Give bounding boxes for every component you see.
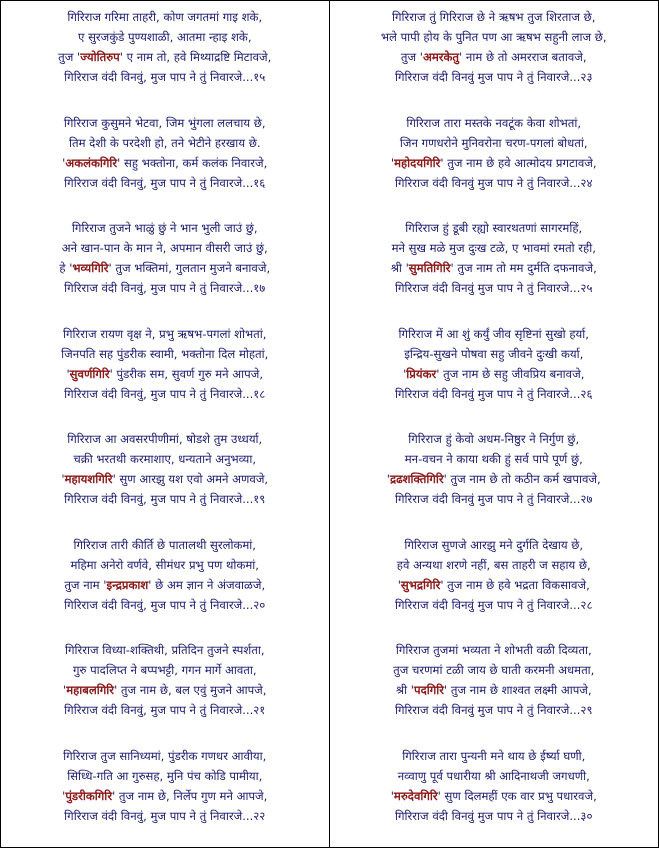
- verse-line: [330, 113, 659, 133]
- giriraj-name: महोदयगिरि: [394, 156, 440, 170]
- verse-text: गिरिराज वंदी विनवुं मुज पाप ने तुं निवारजे...२४: [395, 176, 592, 190]
- verse-line: [330, 535, 659, 555]
- stanza: [330, 113, 659, 219]
- verse-line: [1, 344, 329, 364]
- verse-line: [1, 258, 329, 278]
- verse-text: गिरिराज वंदी विनवुं मुज पाप ने तुं निवारजे...३०: [395, 809, 592, 823]
- verse-text: गिरिराज वंदी विनवुं, मुज पाप ने तुं निवारजे...१८: [64, 387, 265, 401]
- verse-text: हे ': [59, 261, 72, 275]
- verse-text: ' नाम छे तो अमरराज बतावजे,: [459, 50, 587, 64]
- verse-text: गिरिराज गरिमा ताहरी, कोण जगतमां गाइ शके,: [67, 10, 262, 24]
- verse-text: श्री ': [396, 683, 414, 697]
- verse-text: ' तुज नाम छे शाश्वत लक्ष्मी आपजे,: [444, 683, 592, 697]
- verse-line: [1, 680, 329, 700]
- giriraj-name: पुंडरीकगिरि: [65, 789, 112, 803]
- verse-text: गिरिराज वंदी विनवुं मुज पाप ने तुं निवारजे...२३: [395, 70, 592, 84]
- verse-text: ' तुज नाम छे, निर्लेप गुण मने आपजे,: [112, 789, 267, 803]
- verse-text: ' सुण आरझु यश एवो अमने अणवजे,: [113, 472, 269, 486]
- verse-line: [1, 429, 329, 449]
- verse-line: [330, 429, 659, 449]
- verse-line: [330, 700, 659, 720]
- stanza: [330, 429, 659, 535]
- verse-text: गिरिराज वंदी विनवुं, मुज पाप ने तुं निवारजे...१९: [64, 492, 265, 506]
- verse-text: इन्द्रिय-सुखने पोषवा सहु जीवने दुःखी कर्या,: [404, 347, 583, 361]
- stanza: [1, 535, 329, 641]
- verse-line: [330, 7, 659, 27]
- verse-line: [330, 806, 659, 826]
- verse-text: गिरिराज हुं डूबी रह्यो स्वारथतणां सागरमहिं,: [405, 221, 582, 235]
- verse-text: महिमा अनेरो वर्णवे, सीमंधर प्रभु पण थोकमां,: [71, 558, 259, 572]
- giriraj-name: इन्द्रप्रकाश: [106, 578, 148, 592]
- verse-text: मन-वचन ने काया थकी हुं सर्व पापे पूर्ण छुं,: [405, 452, 583, 466]
- giriraj-name: भव्यगिरि: [72, 261, 108, 275]
- stanza: [1, 218, 329, 324]
- verse-line: [1, 47, 329, 67]
- verse-line: [330, 27, 659, 47]
- stanza: [330, 535, 659, 641]
- verse-line: [1, 806, 329, 826]
- verse-text: श्री ': [391, 261, 409, 275]
- verse-line: [330, 344, 659, 364]
- verse-text: ' तुज नाम छे, बल एवुं मुजने आपजे,: [114, 683, 266, 697]
- verse-line: [1, 575, 329, 595]
- verse-line: [330, 238, 659, 258]
- verse-text: चक्री भरतथी करमाशाए, धन्यताने अनुभव्या,: [73, 452, 256, 466]
- verse-text: गिरिराज वंदी विनवुं, मुज पाप ने तुं निवारजे...१५: [64, 70, 265, 84]
- verse-text: जिन गणधरोने मुनिवरोना चरण-पगलां बोधतां,: [400, 136, 588, 150]
- verse-line: [330, 133, 659, 153]
- verse-text: ' तुज नाम छे हवे भद्रता विकसावजे,: [440, 578, 589, 592]
- giriraj-name: ज्योतिरुप: [80, 50, 120, 64]
- verse-text: ': [403, 367, 406, 381]
- verse-text: तुज ': [401, 50, 423, 64]
- verse-text: गिरिराज वंदी विनवुं, मुज पाप ने तुं निवारजे...२०: [64, 598, 265, 612]
- verse-line: [1, 133, 329, 153]
- verse-line: [1, 786, 329, 806]
- stanza: [330, 7, 659, 113]
- verse-line: [1, 7, 329, 27]
- verse-line: [330, 489, 659, 509]
- verse-line: [1, 700, 329, 720]
- verse-text: गिरिराज हुं केवो अधम-निष्ठुर ने निर्गुण छुं,: [408, 432, 579, 446]
- right-column: [330, 1, 659, 847]
- verse-line: [330, 173, 659, 193]
- verse-text: तिम देशी के परदेशी हो, तने भेटीने हरखाय छे.: [69, 136, 261, 150]
- left-column: [1, 1, 330, 847]
- verse-text: गिरिराज कुसुमने भेटवा, जिम भुंगला ललचाय छे,: [64, 116, 266, 130]
- verse-text: गिरिराज वंदी विनवुं, मुज पाप ने तुं निवारजे...१७: [64, 281, 265, 295]
- verse-text: गिरिराज वंदी विनवुं मुज पाप ने तुं निवारजे...२५: [395, 281, 592, 295]
- giriraj-name: सुमतिगिरि: [409, 261, 451, 275]
- verse-line: [330, 595, 659, 615]
- verse-text: ' तुज नाम छे तो कठीन कर्म खपावजे,: [444, 472, 601, 486]
- verse-line: [330, 47, 659, 67]
- verse-text: गिरिराज तारा मस्तके नवटूंक केवा शोभतां,: [406, 116, 581, 130]
- verse-text: गिरिराज वंदी विनवुं, मुज पाप ने तुं निवारजे...२२: [64, 809, 265, 823]
- verse-text: ': [387, 472, 390, 486]
- verse-line: [330, 640, 659, 660]
- verse-line: [330, 364, 659, 384]
- verse-text: ': [391, 156, 394, 170]
- verse-text: भले पापी होय के पुनित पण आ ऋषभ सहुनी लाज छे,: [381, 30, 607, 44]
- giriraj-name: महायशगिरि: [65, 472, 113, 486]
- verse-text: गिरिराज में आ शुं कर्युं जीव सृष्टिनां सुखो हर्या,: [399, 327, 589, 341]
- verse-line: [1, 449, 329, 469]
- verse-text: ': [62, 789, 65, 803]
- verse-text: गिरिराज रायण वृक्ष ने, प्रभु ऋषभ-पगलां शोभतां,: [63, 327, 266, 341]
- verse-text: सिध्धि-गति आ गुरुसह, मुनि पंच कोडि पामीया,: [67, 769, 262, 783]
- giriraj-name: महाबलगिरि: [66, 683, 114, 697]
- verse-line: [1, 640, 329, 660]
- verse-text: गिरिराज वंदी विनवुं मुज पाप ने तुं निवारजे...२७: [395, 492, 592, 506]
- verse-line: [1, 746, 329, 766]
- giriraj-name: प्रियंकर: [406, 367, 436, 381]
- verse-text: ' तुज भक्तिमां, गुलतान मुजने बनावजे,: [109, 261, 271, 275]
- stanza: [330, 324, 659, 430]
- verse-text: गिरिराज तुजने भाळुं छुं ने भान भुली जाउं छुं,: [72, 221, 258, 235]
- verse-text: ' पुंडरीक सम, सुवर्ण गुरु मने आपजे,: [110, 367, 263, 381]
- verse-text: गिरिराज तारा पुन्यनी मने थाय छे ईर्ष्या घणी,: [402, 749, 585, 763]
- stanza: [1, 429, 329, 535]
- verse-text: नव्वाणु पूर्व पधारीया श्री आदिनाथजी जगधणी,: [398, 769, 590, 783]
- stanza: [330, 746, 659, 851]
- giriraj-name: अकलंकगिरि: [65, 156, 117, 170]
- verse-text: मने सुख मळे मुज दुःख टळे, ए भावमां रमतो रही,: [392, 241, 596, 255]
- giriraj-name: मरुदेवगिरि: [394, 789, 438, 803]
- stanza: [330, 218, 659, 324]
- stanza: [330, 640, 659, 746]
- verse-text: गिरिराज वंदी विनवुं, मुज पाप ने तुं निवारजे...१६: [64, 176, 265, 190]
- stanza: [1, 746, 329, 851]
- giriraj-name: सुवर्णगिरि: [70, 367, 110, 381]
- verse-line: [1, 364, 329, 384]
- verse-text: गिरिराज वंदी विनवुं मुज पाप ने तुं निवारजे...२६: [395, 387, 592, 401]
- stanza: [1, 113, 329, 219]
- verse-text: गिरिराज सुणजे आरझु मने दुर्गति देखाय छे,: [404, 538, 583, 552]
- verse-text: गिरिराज वंदी विनवुं मुज पाप ने तुं निवारजे...२८: [395, 598, 592, 612]
- verse-line: [330, 786, 659, 806]
- giriraj-name: पदगिरि: [414, 683, 444, 697]
- verse-text: गिरिराज तुजमां भव्यता ने शोभती वळी दिव्यता,: [396, 643, 592, 657]
- verse-line: [1, 535, 329, 555]
- verse-text: ': [398, 578, 401, 592]
- verse-line: [330, 766, 659, 786]
- verse-line: [1, 489, 329, 509]
- verse-line: [1, 766, 329, 786]
- giriraj-name: द्रढशक्तिगिरि: [390, 472, 444, 486]
- verse-text: तुज नाम ': [64, 578, 106, 592]
- verse-line: [1, 153, 329, 173]
- verse-text: तुज चरणमां टळी जाय छे घाती करमनी अधमता,: [393, 663, 594, 677]
- verse-text: ए सुरजकुंडे पुण्यशाळी, आतमा न्हाइ शके,: [78, 30, 252, 44]
- stanza: [1, 640, 329, 746]
- verse-text: जिनपति सह पुंडरीक स्वामी, भक्तोना दिल मोहतां,: [61, 347, 268, 361]
- verse-text: ' तुज नाम छे सहु जीवप्रिय बनावजे,: [436, 367, 584, 381]
- verse-text: ' तुज नाम तो मम दुर्मति दफनावजे,: [450, 261, 596, 275]
- giriraj-name: सुभद्रगिरि: [401, 578, 440, 592]
- verse-line: [1, 595, 329, 615]
- verse-text: ': [63, 683, 66, 697]
- verse-line: [1, 27, 329, 47]
- verse-line: [330, 575, 659, 595]
- verse-line: [330, 680, 659, 700]
- verse-line: [1, 324, 329, 344]
- verse-text: ' तुज नाम छे हवे आत्मोदय प्रगटावजे,: [440, 156, 596, 170]
- verse-line: [330, 67, 659, 87]
- verse-line: [330, 218, 659, 238]
- verse-text: ': [391, 789, 394, 803]
- verse-line: [330, 469, 659, 489]
- verse-text: गिरिराज तुं गिरिराज छे ने ऋषभ तुज शिरताज छे,: [392, 10, 596, 24]
- verse-text: ': [66, 367, 69, 381]
- verse-text: अने खान-पान के मान ने, अपमान वीसरी जाउं छुं,: [62, 241, 268, 255]
- verse-line: [330, 324, 659, 344]
- verse-line: [330, 660, 659, 680]
- verse-text: गिरिराज वंदी विनवुं, मुज पाप ने तुं निवारजे...२१: [64, 703, 265, 717]
- verse-line: [330, 153, 659, 173]
- verse-text: गिरिराज तुज सानिध्यमां, पुंडरीक गणधर आवीया,: [63, 749, 266, 763]
- verse-text: गुरु पादलिप्त ने बप्पभट्टी, गगन मार्गे आवता,: [73, 663, 257, 677]
- verse-text: गिरिराज वंदी विनवुं मुज पाप ने तुं निवारजे...२९: [395, 703, 592, 717]
- stanza: [1, 7, 329, 113]
- verse-text: ': [62, 156, 65, 170]
- verse-text: तुज ': [58, 50, 80, 64]
- verse-text: गिरिराज विध्या-शक्तिथी, प्रतिदिन तुजने स्पर्शता,: [65, 643, 265, 657]
- verse-text: ' सहु भक्तोना, कर्म कलंक निवारजे,: [117, 156, 267, 170]
- verse-line: [1, 469, 329, 489]
- verse-text: ': [61, 472, 64, 486]
- verse-line: [1, 113, 329, 133]
- verse-text: गिरिराज तारी कीर्ति छे पातालथी सुरलोकमां,: [74, 538, 257, 552]
- verse-text: ' छे अम ज्ञान ने अंजवाळजे,: [148, 578, 265, 592]
- verse-line: [330, 258, 659, 278]
- verse-line: [1, 173, 329, 193]
- verse-line: [330, 449, 659, 469]
- verse-line: [330, 555, 659, 575]
- giriraj-name: अमरकेतु: [423, 50, 459, 64]
- verse-line: [1, 278, 329, 298]
- verse-line: [330, 746, 659, 766]
- stanza: [1, 324, 329, 430]
- verse-line: [1, 67, 329, 87]
- verse-line: [1, 660, 329, 680]
- verse-line: [330, 384, 659, 404]
- verse-line: [1, 555, 329, 575]
- verse-line: [1, 238, 329, 258]
- verse-line: [1, 384, 329, 404]
- verse-line: [1, 218, 329, 238]
- verse-line: [330, 278, 659, 298]
- verse-text: ' ए नाम तो, हवे मिथ्याद्रष्टि मिटावजे,: [120, 50, 272, 64]
- verse-text: गिरिराज आ अवसरपीणीमां, षोडशे तुम उध्धर्या,: [67, 432, 262, 446]
- verse-text: हवे अन्यथा शरणे नहीं, बस ताहरी ज सहाय छे,: [397, 558, 591, 572]
- verse-text: ' सुण दिलमहीं एक वार प्रभु पधारवजे,: [438, 789, 597, 803]
